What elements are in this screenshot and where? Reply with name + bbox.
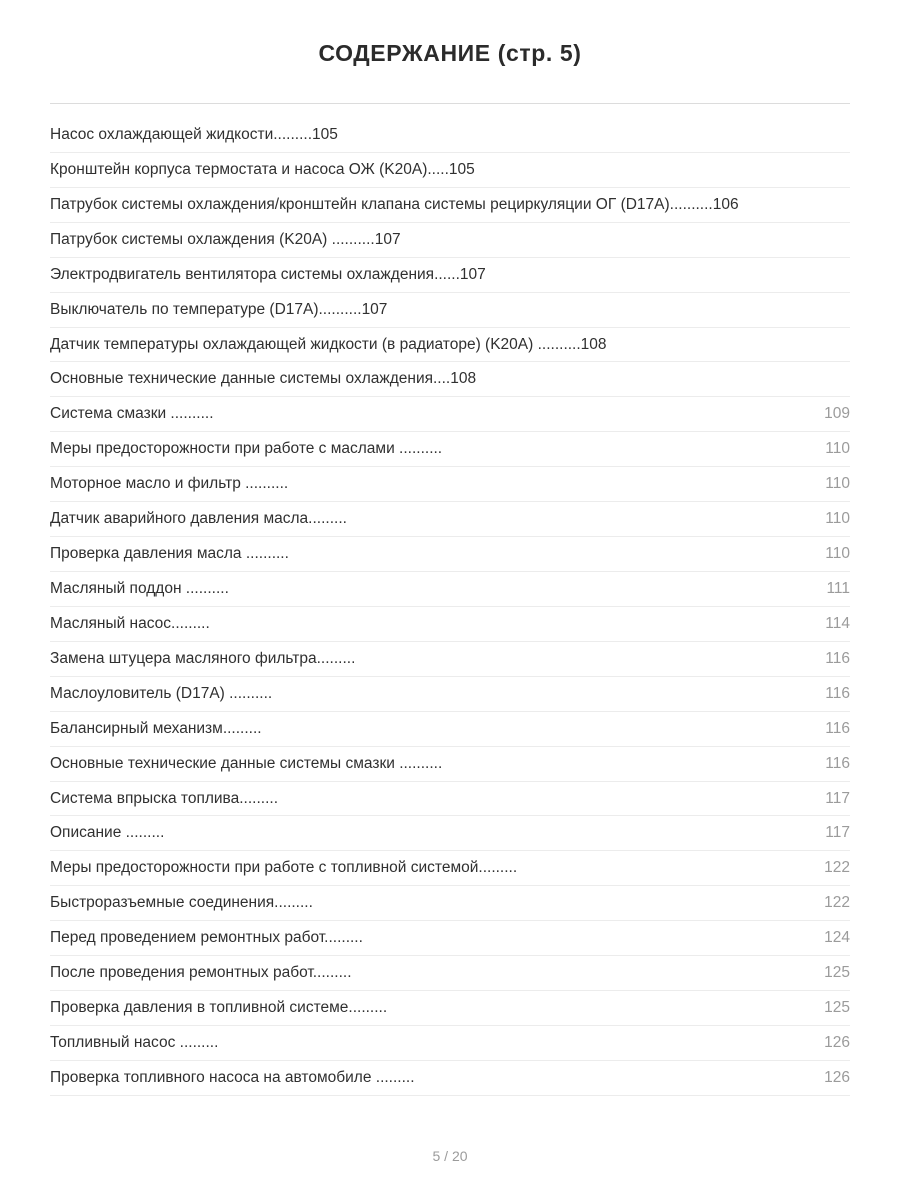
toc-row bbox=[50, 782, 850, 817]
page-indicator: 5 / 20 bbox=[432, 1148, 468, 1164]
toc-entry-label: Выключатель по температуре (D17A)..........107 bbox=[50, 300, 388, 318]
toc-row bbox=[50, 677, 850, 712]
toc-entry-label: Моторное масло и фильтр .......... bbox=[50, 475, 289, 493]
toc-entry-label: Система смазки .......... bbox=[50, 405, 214, 423]
toc-row bbox=[50, 153, 850, 188]
toc-row bbox=[50, 747, 850, 782]
toc-entry-page: 125 bbox=[824, 999, 850, 1017]
toc-row bbox=[50, 432, 850, 467]
toc-entry-page: 110 bbox=[825, 545, 850, 563]
toc-row bbox=[50, 467, 850, 502]
toc-entry-label: Меры предосторожности при работе с топливной системой......... bbox=[50, 859, 518, 877]
toc-entry-label: Описание ......... bbox=[50, 824, 165, 842]
toc-entry-label: После проведения ремонтных работ......... bbox=[50, 964, 352, 982]
toc-row bbox=[50, 362, 850, 397]
toc-entry-label: Основные технические данные системы охлаждения....108 bbox=[50, 370, 477, 388]
toc-entry-label: Насос охлаждающей жидкости.........105 bbox=[50, 126, 338, 143]
toc-entry-label: Проверка топливного насоса на автомобиле ......... bbox=[50, 1068, 415, 1086]
toc-entry-label: Датчик температуры охлаждающей жидкости (в радиаторе) (K20A) ..........108 bbox=[50, 335, 607, 353]
toc-entry-label: Система впрыска топлива......... bbox=[50, 789, 278, 807]
toc-row bbox=[50, 921, 850, 956]
toc-entry-label: Быстроразъемные соединения......... bbox=[50, 894, 313, 912]
toc-entry-page: 122 bbox=[824, 894, 850, 912]
toc-row bbox=[50, 642, 850, 677]
toc-row bbox=[50, 816, 850, 851]
toc-row bbox=[50, 712, 850, 747]
toc-entry-page: 116 bbox=[825, 719, 850, 737]
toc-entry-page: 122 bbox=[824, 859, 850, 877]
toc-entry-label: Электродвигатель вентилятора системы охлаждения......107 bbox=[50, 265, 486, 283]
toc-entry-label: Масляный насос......... bbox=[50, 614, 210, 632]
toc-row bbox=[50, 293, 850, 328]
toc-entry-label: Проверка давления масла .......... bbox=[50, 545, 289, 563]
toc-entry-page: 117 bbox=[825, 789, 850, 807]
toc-entry-label: Меры предосторожности при работе с маслами .......... bbox=[50, 440, 443, 458]
page-title: СОДЕРЖАНИЕ (стр. 5) bbox=[318, 40, 582, 66]
toc-row bbox=[50, 851, 850, 886]
toc-entry-label: Основные технические данные системы смазки .......... bbox=[50, 754, 443, 772]
toc-entry-label: Масляный поддон .......... bbox=[50, 579, 229, 597]
toc-row bbox=[50, 991, 850, 1026]
toc-entry-page: 111 bbox=[826, 579, 850, 597]
toc-row bbox=[50, 502, 850, 537]
toc-list bbox=[50, 118, 850, 1096]
toc-entry-page: 110 bbox=[825, 475, 850, 493]
toc-row bbox=[50, 397, 850, 432]
toc-entry-label: Замена штуцера масляного фильтра......... bbox=[50, 649, 356, 667]
toc-entry-label: Проверка давления в топливной системе......... bbox=[50, 999, 388, 1017]
toc-row bbox=[50, 223, 850, 258]
toc-entry-page: 116 bbox=[825, 684, 850, 702]
toc-entry-label: Датчик аварийного давления масла......... bbox=[50, 510, 347, 528]
toc-entry-label: Перед проведением ремонтных работ......... bbox=[50, 929, 363, 947]
toc-entry-page: 110 bbox=[825, 440, 850, 458]
toc-row bbox=[50, 1061, 850, 1096]
toc-row bbox=[50, 258, 850, 293]
toc-row bbox=[50, 328, 850, 363]
toc-row bbox=[50, 886, 850, 921]
toc-entry-label: Патрубок системы охлаждения/кронштейн клапана системы рециркуляции ОГ (D17A)..........106 bbox=[50, 195, 739, 213]
toc-entry-label: Балансирный механизм......... bbox=[50, 719, 262, 737]
toc-row bbox=[50, 956, 850, 991]
toc-row bbox=[50, 572, 850, 607]
toc-entry-page: 126 bbox=[824, 1033, 850, 1051]
toc-entry-page: 117 bbox=[825, 824, 850, 842]
toc-entry-page: 114 bbox=[825, 614, 850, 632]
toc-entry-page: 116 bbox=[825, 649, 850, 667]
toc-entry-page: 109 bbox=[824, 405, 850, 423]
toc-entry-page: 110 bbox=[825, 510, 850, 528]
toc-entry-label: Топливный насос ......... bbox=[50, 1033, 219, 1051]
toc-entry-label: Патрубок системы охлаждения (K20A) ..........107 bbox=[50, 230, 401, 248]
toc-entry-page: 125 bbox=[824, 964, 850, 982]
toc-entry-page: 126 bbox=[824, 1068, 850, 1086]
title-divider bbox=[50, 103, 850, 104]
toc-row bbox=[50, 537, 850, 572]
toc-entry-label: Маслоуловитель (D17A) .......... bbox=[50, 684, 273, 702]
toc-row bbox=[50, 1026, 850, 1061]
toc-row bbox=[50, 188, 850, 223]
toc-entry-page: 124 bbox=[824, 929, 850, 947]
toc-row bbox=[50, 607, 850, 642]
toc-entry-page: 116 bbox=[825, 754, 850, 772]
toc-row bbox=[50, 118, 850, 153]
toc-entry-label: Кронштейн корпуса термостата и насоса ОЖ (K20A).....105 bbox=[50, 160, 475, 178]
